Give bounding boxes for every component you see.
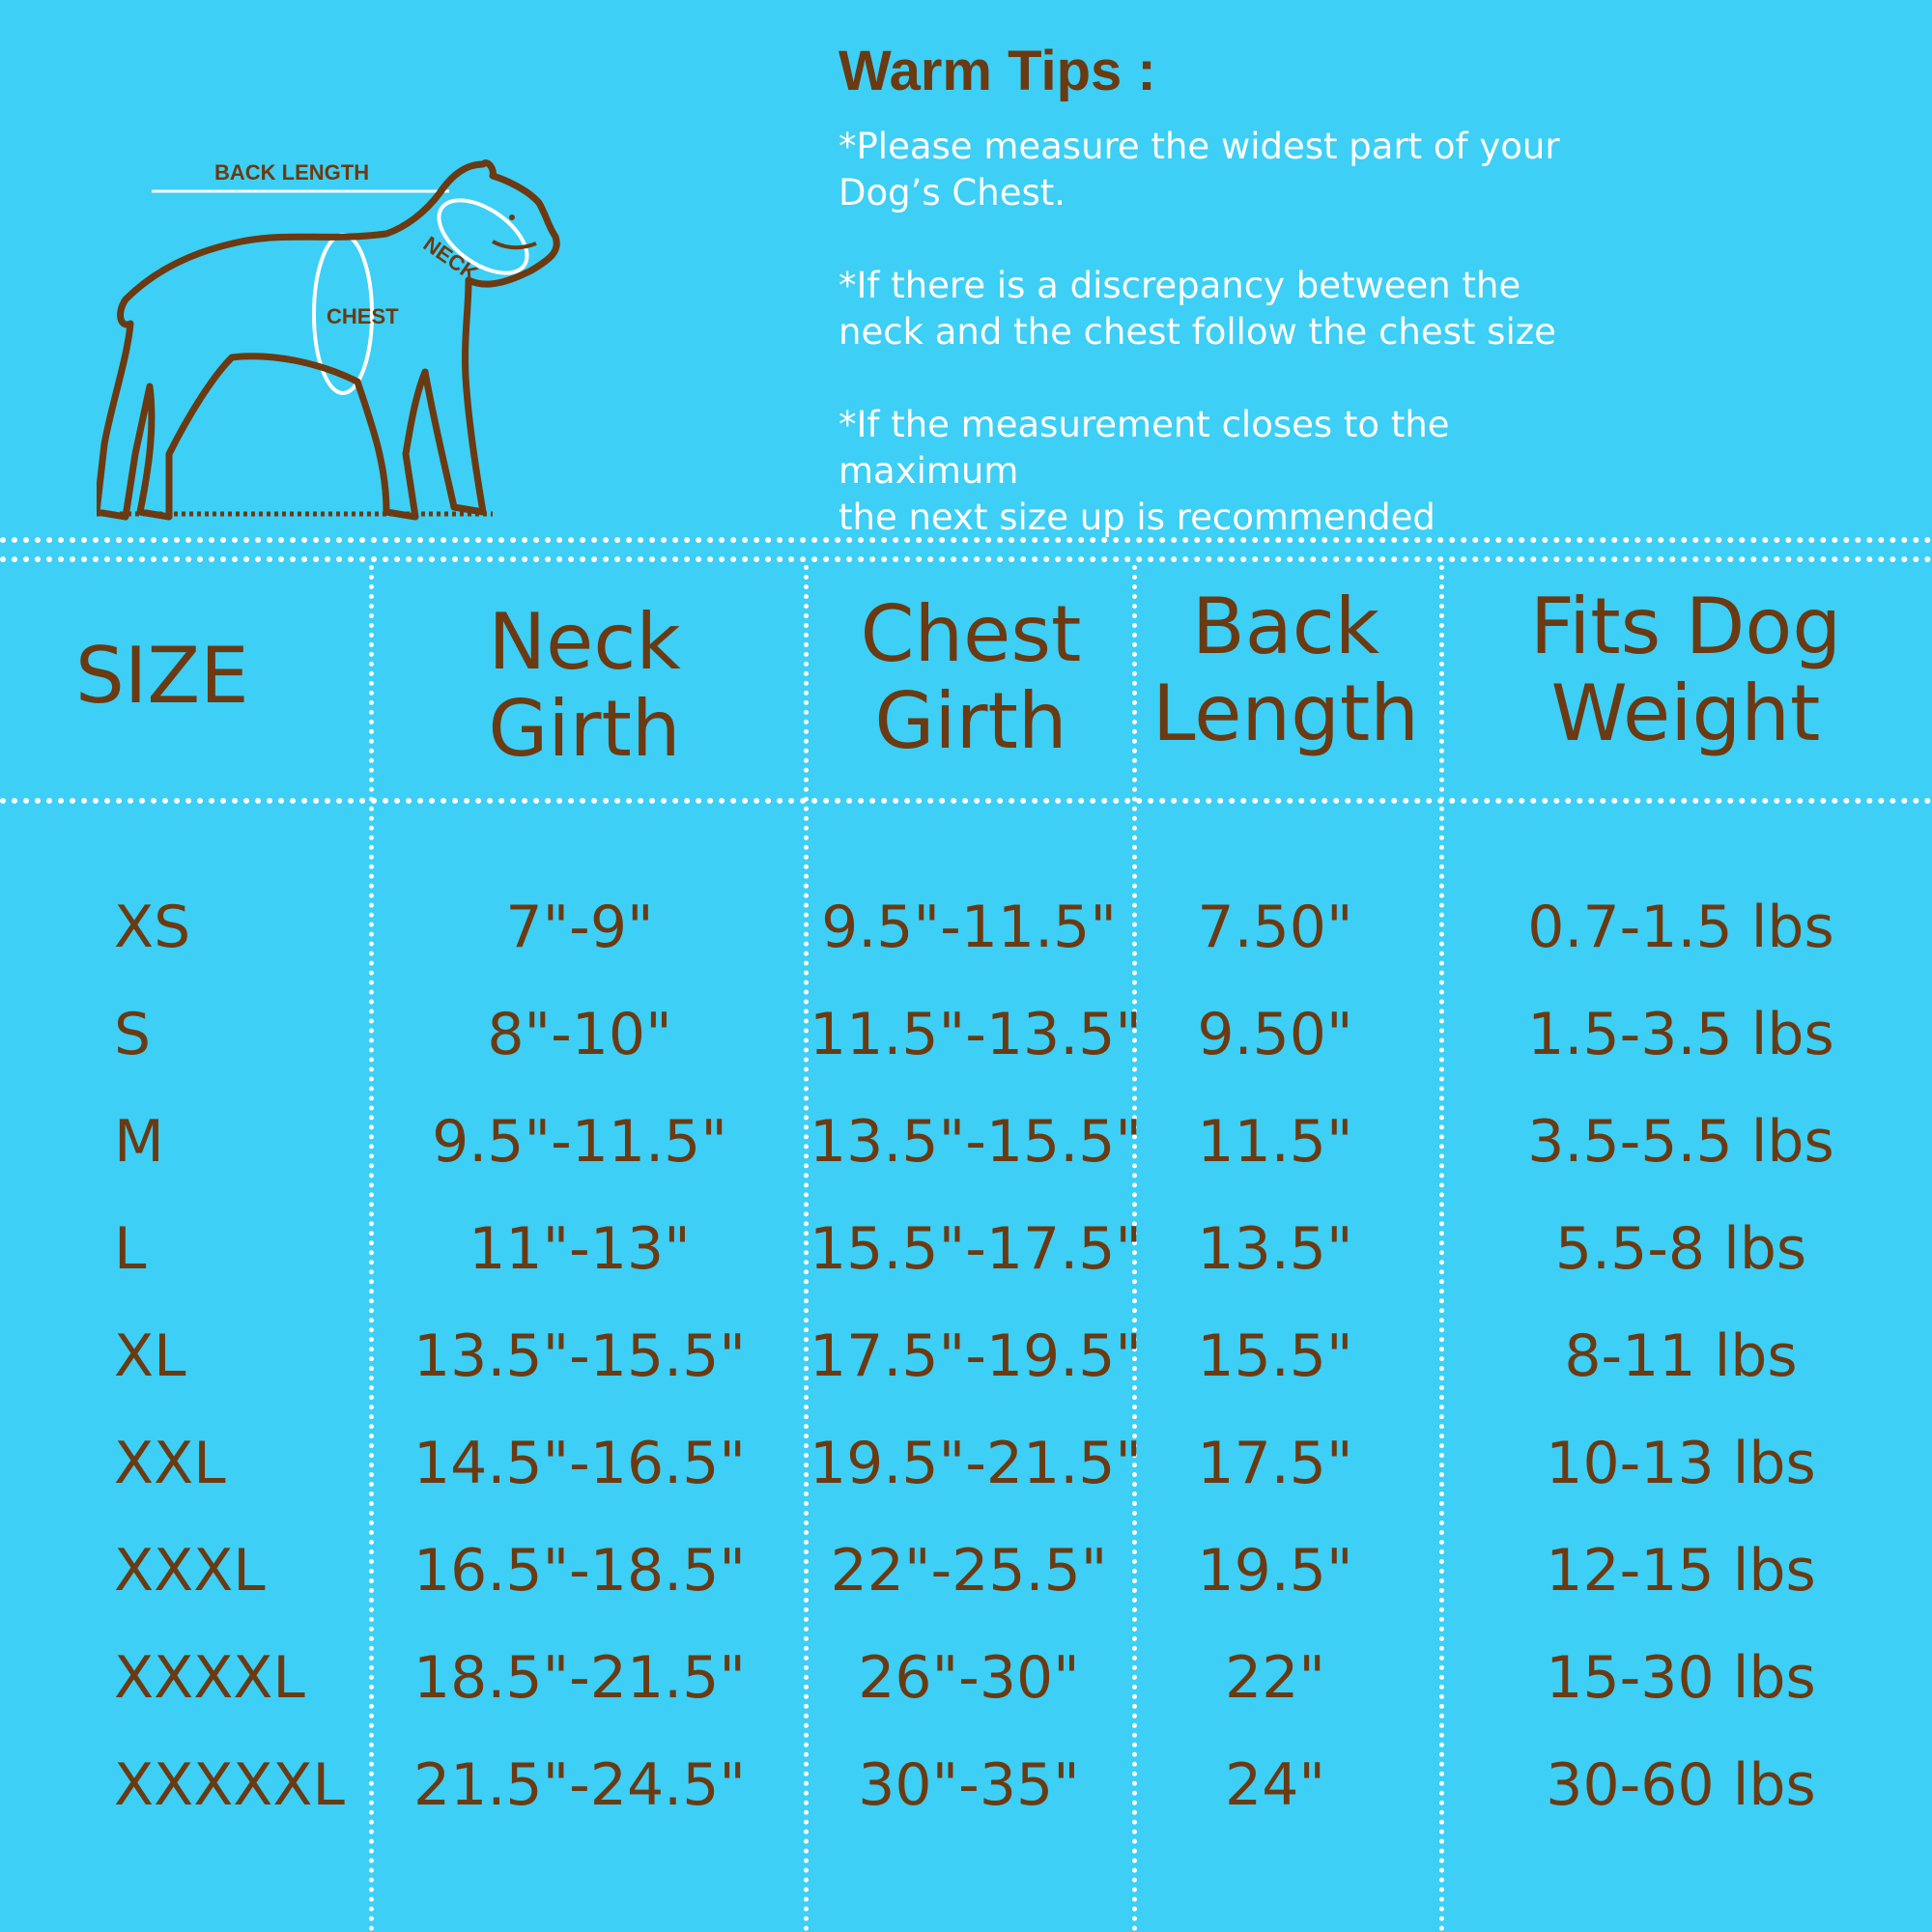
- chest-cell: 15.5"-17.5": [810, 1215, 1143, 1283]
- table-row: [0, 1089, 1932, 1195]
- neck-cell: 8"-10": [487, 1001, 672, 1068]
- neck-cell: 16.5"-18.5": [412, 1537, 747, 1605]
- chest-cell: 26"-30": [858, 1644, 1080, 1712]
- header-separator: [0, 798, 1932, 804]
- back-cell: 17.5": [1197, 1430, 1353, 1497]
- neck-cell: 21.5"-24.5": [412, 1751, 747, 1819]
- neck-label: NECK: [418, 231, 483, 286]
- weight-cell: 10-13 lbs: [1546, 1430, 1816, 1497]
- chest-cell: 11.5"-13.5": [810, 1001, 1143, 1068]
- header-size: SIZE: [75, 631, 249, 721]
- back-cell: 19.5": [1197, 1537, 1353, 1605]
- table-row: [0, 1303, 1932, 1409]
- table-row: [0, 1732, 1932, 1838]
- header-neck-girth: Neck Girth: [488, 597, 681, 774]
- table-row: [0, 1518, 1932, 1624]
- chest-label: CHEST: [327, 304, 399, 328]
- weight-cell: 3.5-5.5 lbs: [1527, 1108, 1834, 1176]
- weight-cell: 5.5-8 lbs: [1554, 1215, 1807, 1283]
- size-cell: XL: [114, 1322, 186, 1390]
- size-cell: S: [114, 1001, 152, 1068]
- back-cell: 15.5": [1197, 1322, 1353, 1390]
- size-cell: M: [114, 1108, 164, 1176]
- warm-tips-title: Warm Tips :: [838, 40, 1156, 102]
- header-chest-girth: Chest Girth: [860, 589, 1082, 766]
- neck-cell: 7"-9": [505, 894, 654, 961]
- back-cell: 24": [1225, 1751, 1325, 1819]
- header-fits-dog-weight: Fits Dog Weight: [1529, 582, 1842, 758]
- top-separator-2: [0, 556, 1932, 562]
- size-cell: XXXXXL: [114, 1751, 345, 1819]
- tip-size-up: *If the measurement closes to the maximum the next size up is recommended: [838, 404, 1450, 538]
- chest-cell: 19.5"-21.5": [810, 1430, 1143, 1497]
- weight-cell: 0.7-1.5 lbs: [1527, 894, 1834, 961]
- table-row: [0, 981, 1932, 1088]
- table-row: [0, 1410, 1932, 1517]
- weight-cell: 30-60 lbs: [1546, 1751, 1816, 1819]
- weight-cell: 15-30 lbs: [1546, 1644, 1816, 1712]
- table-row: [0, 1196, 1932, 1302]
- chest-cell: 9.5"-11.5": [821, 894, 1117, 961]
- weight-cell: 12-15 lbs: [1546, 1537, 1816, 1605]
- size-cell: XXL: [114, 1430, 226, 1497]
- back-cell: 22": [1225, 1644, 1325, 1712]
- neck-cell: 14.5"-16.5": [412, 1430, 747, 1497]
- size-cell: XXXXL: [114, 1644, 305, 1712]
- size-cell: XXXL: [114, 1537, 266, 1605]
- back-cell: 11.5": [1197, 1108, 1353, 1176]
- size-cell: XS: [114, 894, 191, 961]
- tip-chest-measure: *Please measure the widest part of your Dog’s Chest.: [838, 126, 1560, 213]
- neck-cell: 18.5"-21.5": [412, 1644, 747, 1712]
- back-cell: 13.5": [1197, 1215, 1353, 1283]
- table-row: [0, 1625, 1932, 1731]
- back-length-label: BACK LENGTH: [214, 160, 370, 185]
- dog-measurement-diagram: [97, 135, 618, 541]
- chest-cell: 17.5"-19.5": [810, 1322, 1143, 1390]
- chest-cell: 13.5"-15.5": [810, 1108, 1143, 1176]
- back-cell: 9.50": [1197, 1001, 1353, 1068]
- weight-cell: 8-11 lbs: [1564, 1322, 1798, 1390]
- table-row: [0, 874, 1932, 980]
- tip-discrepancy: *If there is a discrepancy between the neck and the chest follow the chest size: [838, 265, 1556, 353]
- dog-outline-icon: [97, 135, 618, 541]
- neck-cell: 9.5"-11.5": [432, 1108, 727, 1176]
- neck-cell: 11"-13": [469, 1215, 691, 1283]
- header-back-length: Back Length: [1152, 582, 1419, 758]
- chest-cell: 22"-25.5": [830, 1537, 1108, 1605]
- top-separator-1: [0, 537, 1932, 543]
- neck-cell: 13.5"-15.5": [412, 1322, 747, 1390]
- weight-cell: 1.5-3.5 lbs: [1527, 1001, 1834, 1068]
- chest-cell: 30"-35": [858, 1751, 1080, 1819]
- back-cell: 7.50": [1197, 894, 1353, 961]
- size-cell: L: [114, 1215, 147, 1283]
